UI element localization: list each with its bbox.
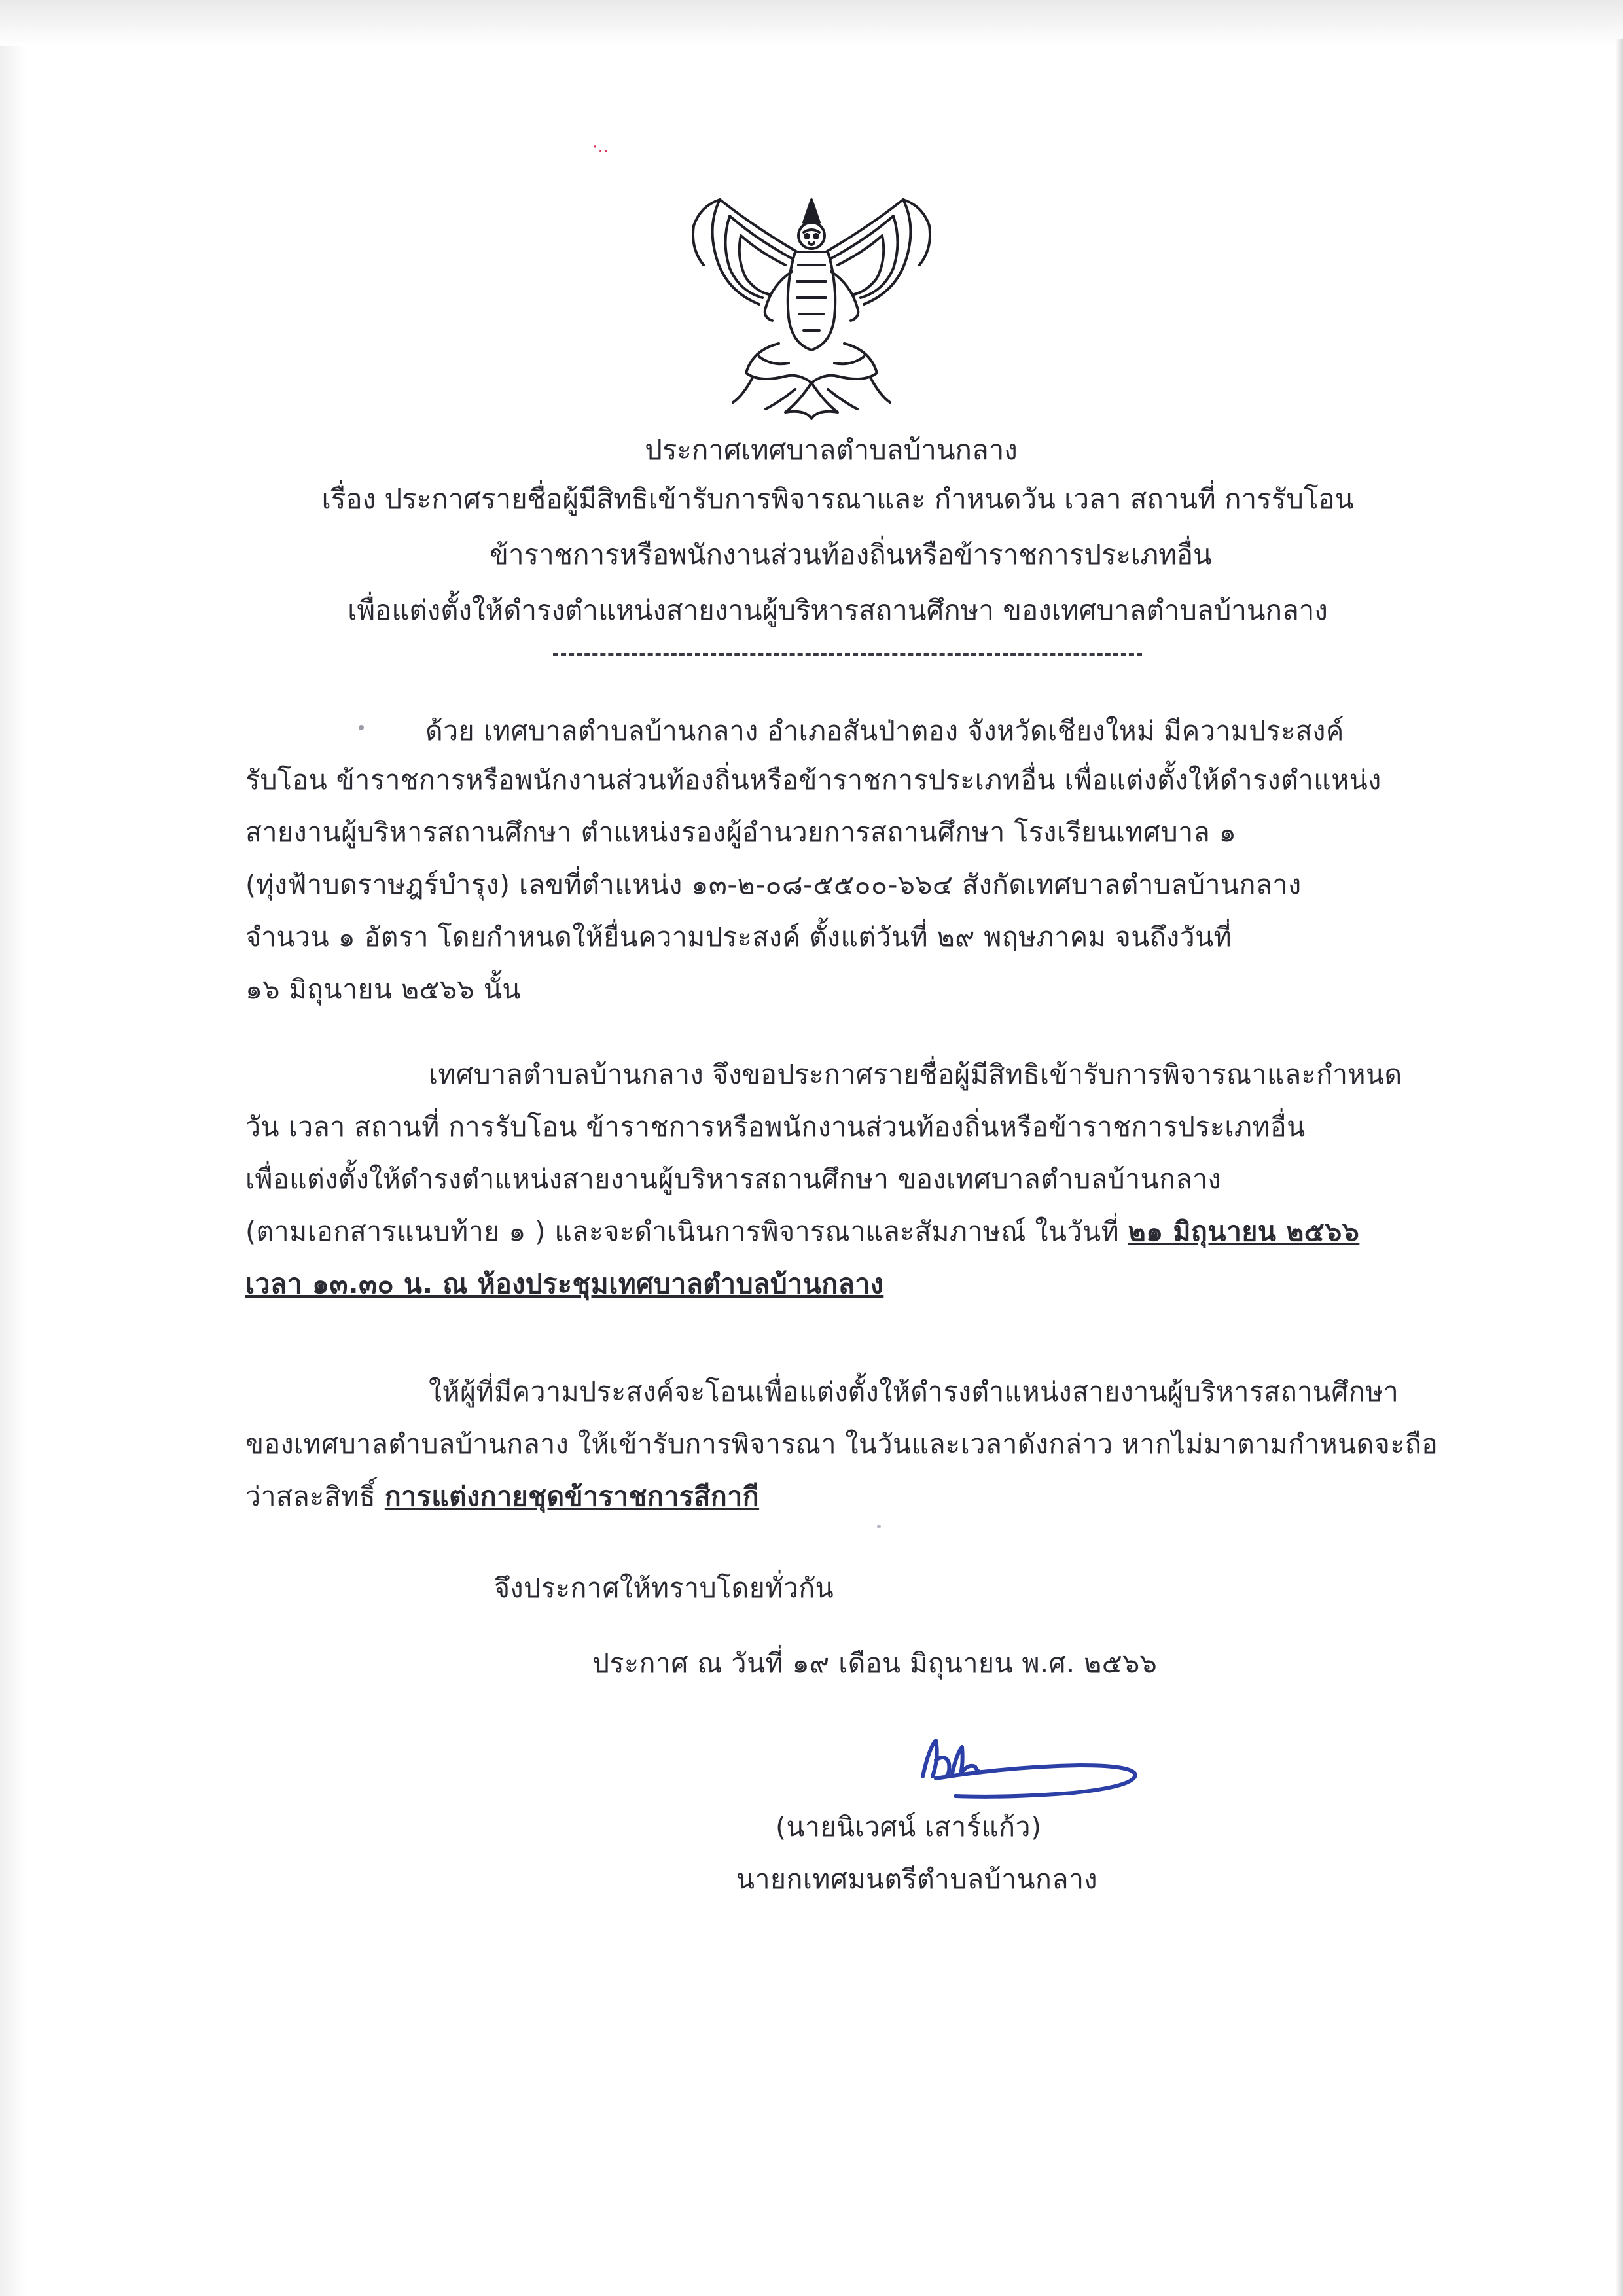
paragraph-3-line: ให้ผู้ที่มีความประสงค์จะโอนเพื่อแต่งตั้งให้ดำรงตำแหน่งสายงานผู้บริหารสถานศึกษา bbox=[429, 1376, 1399, 1407]
scan-edge-left bbox=[0, 46, 26, 2296]
paragraph-1-line: จำนวน ๑ อัตรา โดยกำหนดให้ยื่นความประสงค์ ตั้งแต่วันที่ ๒๙ พฤษภาคม จนถึงวันที่ bbox=[245, 921, 1232, 953]
paragraph-1-line: ด้วย เทศบาลตำบลบ้านกลาง อำเภอสันป่าตอง จังหวัดเชียงใหม่ มีความประสงค์ bbox=[425, 715, 1344, 747]
signatory-name: (นายนิเวศน์ เสาร์แก้ว) bbox=[776, 1811, 1042, 1843]
paragraph-2-line: เพื่อแต่งตั้งให้ดำรงตำแหน่งสายงานผู้บริหารสถานศึกษา ของเทศบาลตำบลบ้านกลาง bbox=[245, 1163, 1222, 1195]
paragraph-2-line bbox=[245, 1210, 1359, 1253]
paragraph-1-line: สายงานผู้บริหารสถานศึกษา ตำแหน่งรองผู้อำนวยการสถานศึกษา โรงเรียนเทศบาล ๑ bbox=[245, 817, 1237, 848]
scan-ink-dot bbox=[877, 1525, 881, 1528]
paragraph-3-line bbox=[245, 1475, 759, 1518]
scan-edge-top bbox=[0, 0, 1623, 46]
closing-statement: จึงประกาศให้ทราบโดยทั่วกัน bbox=[494, 1572, 834, 1604]
paragraph-1-line: รับโอน ข้าราชการหรือพนักงานส่วนท้องถิ่นหรือข้าราชการประเภทอื่น เพื่อแต่งตั้งให้ดำรงตำแหน่ง bbox=[245, 764, 1382, 796]
paragraph-3-line: ของเทศบาลตำบลบ้านกลาง ให้เข้ารับการพิจารณา ในวันและเวลาดังกล่าว หากไม่มาตามกำหนดจะถือ bbox=[245, 1428, 1438, 1460]
subject-line: เพื่อแต่งตั้งให้ดำรงตำแหน่งสายงานผู้บริหารสถานศึกษา ของเทศบาลตำบลบ้านกลาง bbox=[348, 594, 1328, 626]
handwritten-signature bbox=[910, 1727, 1145, 1812]
announcement-title: ประกาศเทศบาลตำบลบ้านกลาง bbox=[645, 434, 1018, 466]
interview-time-place: เวลา ๑๓.๓๐ น. ณ ห้องประชุมเทศบาลตำบลบ้านกลาง bbox=[245, 1268, 884, 1299]
paragraph-2-text: (ตามเอกสารแนบท้าย ๑ ) และจะดำเนินการพิจารณาและสัมภาษณ์ ในวันที่ bbox=[245, 1216, 1128, 1247]
interview-date: ๒๑ มิถุนายน ๒๕๖๖ bbox=[1128, 1216, 1360, 1247]
subject-line: เรื่อง ประกาศรายชื่อผู้มีสิทธิเข้ารับการพิจารณาและ กำหนดวัน เวลา สถานที่ การรับโอน bbox=[321, 483, 1354, 515]
paragraph-1-line: (ทุ่งฟ้าบดราษฎร์บำรุง) เลขที่ตำแหน่ง ๑๓-๒-๐๘-๕๕๐๐-๖๖๔ สังกัดเทศบาลตำบลบ้านกลาง bbox=[245, 869, 1302, 900]
dress-code: การแต่งกายชุดข้าราชการสีกากี bbox=[384, 1481, 760, 1512]
garuda-emblem-icon bbox=[681, 186, 942, 425]
subject-line: ข้าราชการหรือพนักงานส่วนท้องถิ่นหรือข้าราชการประเภทอื่น bbox=[490, 539, 1212, 571]
paragraph-3-text: ว่าสละสิทธิ์ bbox=[245, 1481, 385, 1512]
paragraph-2-line bbox=[245, 1263, 883, 1305]
scan-speck-mark: ·‥ bbox=[592, 137, 609, 157]
paragraph-1-line: ๑๖ มิถุนายน ๒๕๖๖ นั้น bbox=[245, 974, 521, 1005]
signatory-position: นายกเทศมนตรีตำบลบ้านกลาง bbox=[736, 1863, 1098, 1895]
scan-edge-right bbox=[1616, 39, 1623, 2296]
dashed-divider bbox=[553, 653, 1142, 656]
scan-stray-dot bbox=[359, 725, 364, 730]
paragraph-2-line: เทศบาลตำบลบ้านกลาง จึงขอประกาศรายชื่อผู้มีสิทธิเข้ารับการพิจารณาและกำหนด bbox=[429, 1059, 1402, 1090]
paragraph-2-line: วัน เวลา สถานที่ การรับโอน ข้าราชการหรือพนักงานส่วนท้องถิ่นหรือข้าราชการประเภทอื่น bbox=[245, 1111, 1306, 1142]
announcement-date: ประกาศ ณ วันที่ ๑๙ เดือน มิถุนายน พ.ศ. ๒๕๖๖ bbox=[592, 1648, 1158, 1679]
